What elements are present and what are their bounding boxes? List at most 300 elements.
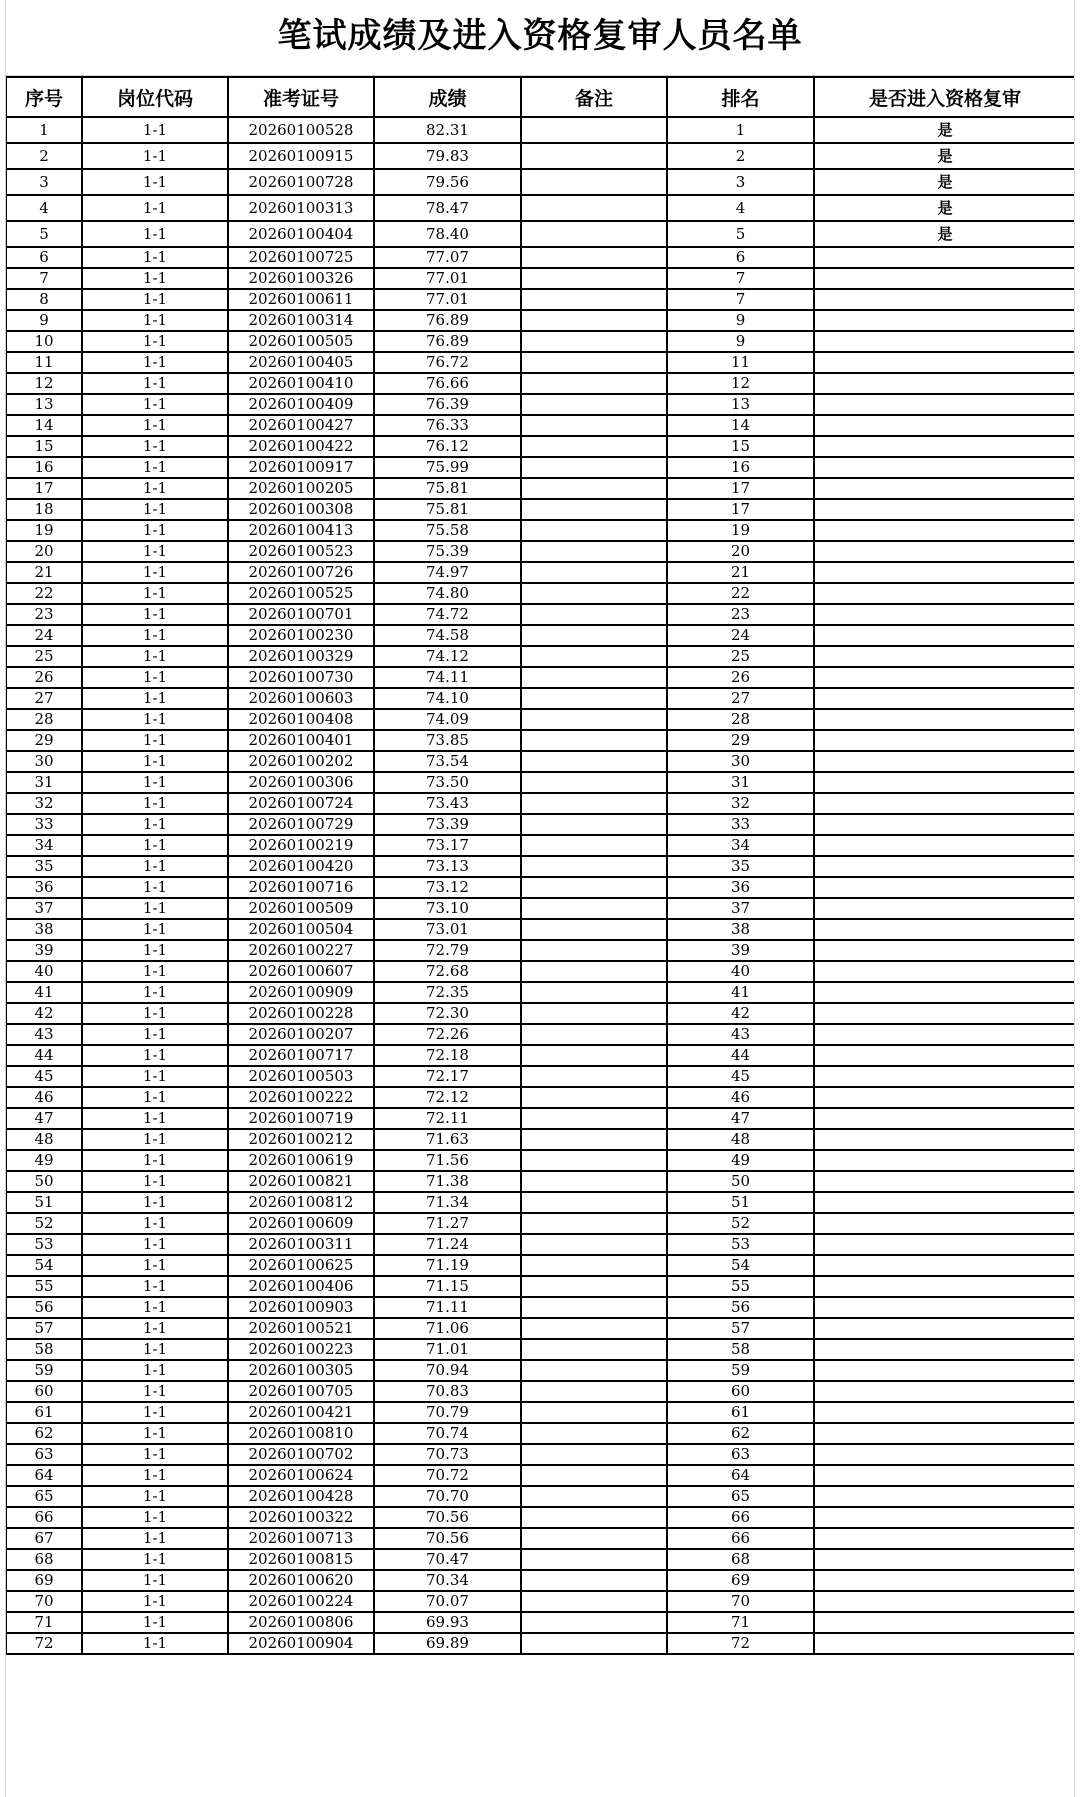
cell-ticket-number: 20260100405 xyxy=(228,352,374,373)
cell-review-status xyxy=(814,793,1075,814)
cell-rank: 9 xyxy=(667,331,814,352)
cell-review-status xyxy=(814,1276,1075,1297)
cell-score: 70.79 xyxy=(374,1402,521,1423)
cell-post-code: 1-1 xyxy=(82,499,228,520)
cell-review-status xyxy=(814,1318,1075,1339)
cell-score: 74.11 xyxy=(374,667,521,688)
cell-score: 73.85 xyxy=(374,730,521,751)
cell-rank: 13 xyxy=(667,394,814,415)
cell-score: 75.39 xyxy=(374,541,521,562)
table-row xyxy=(6,814,1075,835)
cell-post-code: 1-1 xyxy=(82,1444,228,1465)
cell-score: 75.99 xyxy=(374,457,521,478)
cell-score: 76.39 xyxy=(374,394,521,415)
cell-ticket-number: 20260100525 xyxy=(228,583,374,604)
cell-remarks xyxy=(521,1192,667,1213)
cell-remarks xyxy=(521,289,667,310)
cell-review-status xyxy=(814,646,1075,667)
cell-score: 70.94 xyxy=(374,1360,521,1381)
cell-review-status xyxy=(814,919,1075,940)
cell-review-status xyxy=(814,478,1075,499)
cell-remarks xyxy=(521,1297,667,1318)
cell-post-code: 1-1 xyxy=(82,562,228,583)
cell-score: 82.31 xyxy=(374,117,521,143)
cell-ticket-number: 20260100909 xyxy=(228,982,374,1003)
cell-remarks xyxy=(521,436,667,457)
cell-score: 71.56 xyxy=(374,1150,521,1171)
cell-ticket-number: 20260100329 xyxy=(228,646,374,667)
cell-rank: 57 xyxy=(667,1318,814,1339)
cell-seq: 31 xyxy=(6,772,82,793)
cell-score: 74.12 xyxy=(374,646,521,667)
cell-rank: 25 xyxy=(667,646,814,667)
table-row xyxy=(6,373,1075,394)
table-row xyxy=(6,331,1075,352)
cell-rank: 15 xyxy=(667,436,814,457)
cell-seq: 7 xyxy=(6,268,82,289)
cell-post-code: 1-1 xyxy=(82,1255,228,1276)
table-row xyxy=(6,1549,1075,1570)
cell-rank: 30 xyxy=(667,751,814,772)
cell-post-code: 1-1 xyxy=(82,1150,228,1171)
cell-ticket-number: 20260100504 xyxy=(228,919,374,940)
cell-ticket-number: 20260100427 xyxy=(228,415,374,436)
cell-post-code: 1-1 xyxy=(82,268,228,289)
cell-score: 76.89 xyxy=(374,310,521,331)
cell-ticket-number: 20260100311 xyxy=(228,1234,374,1255)
table-row xyxy=(6,289,1075,310)
cell-rank: 44 xyxy=(667,1045,814,1066)
cell-ticket-number: 20260100730 xyxy=(228,667,374,688)
cell-review-status xyxy=(814,1129,1075,1150)
table-row xyxy=(6,1045,1075,1066)
score-table xyxy=(5,76,1075,1655)
cell-post-code: 1-1 xyxy=(82,1276,228,1297)
cell-score: 70.74 xyxy=(374,1423,521,1444)
cell-remarks xyxy=(521,1465,667,1486)
cell-score: 77.01 xyxy=(374,289,521,310)
cell-remarks xyxy=(521,856,667,877)
cell-review-status xyxy=(814,352,1075,373)
cell-ticket-number: 20260100306 xyxy=(228,772,374,793)
cell-review-status: 是 xyxy=(814,143,1075,169)
table-row xyxy=(6,1024,1075,1045)
cell-score: 77.07 xyxy=(374,247,521,268)
table-row xyxy=(6,1507,1075,1528)
cell-rank: 60 xyxy=(667,1381,814,1402)
cell-review-status xyxy=(814,1024,1075,1045)
cell-ticket-number: 20260100219 xyxy=(228,835,374,856)
cell-rank: 69 xyxy=(667,1570,814,1591)
cell-seq: 59 xyxy=(6,1360,82,1381)
cell-rank: 32 xyxy=(667,793,814,814)
cell-seq: 42 xyxy=(6,1003,82,1024)
table-row xyxy=(6,169,1075,195)
table-row xyxy=(6,1318,1075,1339)
cell-post-code: 1-1 xyxy=(82,1192,228,1213)
cell-post-code: 1-1 xyxy=(82,982,228,1003)
cell-ticket-number: 20260100409 xyxy=(228,394,374,415)
table-row xyxy=(6,310,1075,331)
table-row xyxy=(6,1486,1075,1507)
cell-remarks xyxy=(521,814,667,835)
cell-remarks xyxy=(521,1486,667,1507)
cell-seq: 67 xyxy=(6,1528,82,1549)
cell-post-code: 1-1 xyxy=(82,583,228,604)
cell-score: 73.01 xyxy=(374,919,521,940)
table-row xyxy=(6,961,1075,982)
cell-post-code: 1-1 xyxy=(82,289,228,310)
cell-seq: 3 xyxy=(6,169,82,195)
cell-remarks xyxy=(521,1339,667,1360)
cell-remarks xyxy=(521,772,667,793)
cell-rank: 62 xyxy=(667,1423,814,1444)
cell-remarks xyxy=(521,373,667,394)
cell-review-status xyxy=(814,751,1075,772)
table-row xyxy=(6,1213,1075,1234)
cell-remarks xyxy=(521,1003,667,1024)
cell-seq: 57 xyxy=(6,1318,82,1339)
cell-seq: 48 xyxy=(6,1129,82,1150)
table-row xyxy=(6,221,1075,247)
cell-score: 78.40 xyxy=(374,221,521,247)
cell-remarks xyxy=(521,1381,667,1402)
cell-score: 73.43 xyxy=(374,793,521,814)
cell-remarks xyxy=(521,793,667,814)
table-row xyxy=(6,1612,1075,1633)
table-row xyxy=(6,1192,1075,1213)
cell-rank: 27 xyxy=(667,688,814,709)
cell-review-status: 是 xyxy=(814,117,1075,143)
table-row xyxy=(6,877,1075,898)
cell-post-code: 1-1 xyxy=(82,856,228,877)
cell-rank: 70 xyxy=(667,1591,814,1612)
cell-ticket-number: 20260100422 xyxy=(228,436,374,457)
cell-remarks xyxy=(521,352,667,373)
cell-post-code: 1-1 xyxy=(82,709,228,730)
cell-score: 72.17 xyxy=(374,1066,521,1087)
cell-remarks xyxy=(521,268,667,289)
cell-seq: 14 xyxy=(6,415,82,436)
cell-review-status xyxy=(814,1591,1075,1612)
cell-post-code: 1-1 xyxy=(82,1318,228,1339)
cell-rank: 24 xyxy=(667,625,814,646)
cell-seq: 72 xyxy=(6,1633,82,1654)
cell-remarks xyxy=(521,1318,667,1339)
cell-seq: 34 xyxy=(6,835,82,856)
cell-score: 79.83 xyxy=(374,143,521,169)
cell-rank: 2 xyxy=(667,143,814,169)
cell-post-code: 1-1 xyxy=(82,1423,228,1444)
cell-review-status: 是 xyxy=(814,221,1075,247)
cell-post-code: 1-1 xyxy=(82,247,228,268)
table-row xyxy=(6,1465,1075,1486)
cell-ticket-number: 20260100212 xyxy=(228,1129,374,1150)
cell-seq: 23 xyxy=(6,604,82,625)
cell-review-status xyxy=(814,562,1075,583)
table-row xyxy=(6,436,1075,457)
cell-rank: 21 xyxy=(667,562,814,583)
cell-seq: 62 xyxy=(6,1423,82,1444)
cell-seq: 64 xyxy=(6,1465,82,1486)
cell-rank: 12 xyxy=(667,373,814,394)
cell-remarks xyxy=(521,982,667,1003)
cell-seq: 27 xyxy=(6,688,82,709)
cell-review-status xyxy=(814,373,1075,394)
cell-score: 73.54 xyxy=(374,751,521,772)
cell-score: 70.83 xyxy=(374,1381,521,1402)
cell-seq: 25 xyxy=(6,646,82,667)
table-row xyxy=(6,1234,1075,1255)
cell-rank: 45 xyxy=(667,1066,814,1087)
cell-post-code: 1-1 xyxy=(82,940,228,961)
cell-remarks xyxy=(521,1402,667,1423)
cell-post-code: 1-1 xyxy=(82,898,228,919)
cell-ticket-number: 20260100815 xyxy=(228,1549,374,1570)
cell-post-code: 1-1 xyxy=(82,436,228,457)
cell-post-code: 1-1 xyxy=(82,1507,228,1528)
cell-ticket-number: 20260100413 xyxy=(228,520,374,541)
cell-score: 74.58 xyxy=(374,625,521,646)
cell-ticket-number: 20260100313 xyxy=(228,195,374,221)
cell-seq: 1 xyxy=(6,117,82,143)
cell-seq: 53 xyxy=(6,1234,82,1255)
cell-score: 76.66 xyxy=(374,373,521,394)
cell-seq: 63 xyxy=(6,1444,82,1465)
cell-score: 73.12 xyxy=(374,877,521,898)
cell-score: 71.11 xyxy=(374,1297,521,1318)
cell-post-code: 1-1 xyxy=(82,1171,228,1192)
cell-review-status xyxy=(814,961,1075,982)
cell-review-status xyxy=(814,1570,1075,1591)
cell-review-status xyxy=(814,1192,1075,1213)
cell-ticket-number: 20260100624 xyxy=(228,1465,374,1486)
cell-review-status xyxy=(814,772,1075,793)
table-row xyxy=(6,1150,1075,1171)
table-row xyxy=(6,1591,1075,1612)
cell-seq: 43 xyxy=(6,1024,82,1045)
cell-remarks xyxy=(521,667,667,688)
cell-post-code: 1-1 xyxy=(82,1234,228,1255)
cell-post-code: 1-1 xyxy=(82,221,228,247)
cell-score: 74.72 xyxy=(374,604,521,625)
cell-remarks xyxy=(521,310,667,331)
cell-rank: 42 xyxy=(667,1003,814,1024)
cell-ticket-number: 20260100410 xyxy=(228,373,374,394)
header-post-code: 岗位代码 xyxy=(82,77,228,117)
cell-remarks xyxy=(521,221,667,247)
cell-score: 78.47 xyxy=(374,195,521,221)
cell-remarks xyxy=(521,562,667,583)
cell-rank: 34 xyxy=(667,835,814,856)
table-row xyxy=(6,478,1075,499)
cell-ticket-number: 20260100812 xyxy=(228,1192,374,1213)
cell-remarks xyxy=(521,1423,667,1444)
cell-rank: 65 xyxy=(667,1486,814,1507)
cell-remarks xyxy=(521,1066,667,1087)
cell-rank: 23 xyxy=(667,604,814,625)
cell-rank: 46 xyxy=(667,1087,814,1108)
table-header-row xyxy=(6,77,1075,117)
cell-remarks xyxy=(521,1045,667,1066)
cell-seq: 50 xyxy=(6,1171,82,1192)
table-row xyxy=(6,667,1075,688)
cell-review-status xyxy=(814,1486,1075,1507)
cell-remarks xyxy=(521,331,667,352)
cell-ticket-number: 20260100724 xyxy=(228,793,374,814)
cell-post-code: 1-1 xyxy=(82,373,228,394)
table-row xyxy=(6,793,1075,814)
cell-review-status xyxy=(814,709,1075,730)
cell-review-status xyxy=(814,394,1075,415)
cell-seq: 6 xyxy=(6,247,82,268)
cell-rank: 31 xyxy=(667,772,814,793)
cell-seq: 54 xyxy=(6,1255,82,1276)
cell-rank: 53 xyxy=(667,1234,814,1255)
cell-remarks xyxy=(521,247,667,268)
cell-score: 72.30 xyxy=(374,1003,521,1024)
table-row xyxy=(6,195,1075,221)
cell-rank: 64 xyxy=(667,1465,814,1486)
cell-rank: 61 xyxy=(667,1402,814,1423)
table-row xyxy=(6,1381,1075,1402)
cell-ticket-number: 20260100224 xyxy=(228,1591,374,1612)
table-row xyxy=(6,457,1075,478)
cell-post-code: 1-1 xyxy=(82,1129,228,1150)
cell-remarks xyxy=(521,751,667,772)
cell-seq: 8 xyxy=(6,289,82,310)
cell-ticket-number: 20260100230 xyxy=(228,625,374,646)
cell-post-code: 1-1 xyxy=(82,1339,228,1360)
cell-seq: 12 xyxy=(6,373,82,394)
table-row xyxy=(6,1276,1075,1297)
cell-ticket-number: 20260100207 xyxy=(228,1024,374,1045)
cell-post-code: 1-1 xyxy=(82,751,228,772)
table-row xyxy=(6,898,1075,919)
cell-rank: 51 xyxy=(667,1192,814,1213)
cell-review-status: 是 xyxy=(814,195,1075,221)
cell-rank: 39 xyxy=(667,940,814,961)
cell-score: 72.79 xyxy=(374,940,521,961)
cell-review-status xyxy=(814,835,1075,856)
cell-remarks xyxy=(521,1129,667,1150)
cell-ticket-number: 20260100716 xyxy=(228,877,374,898)
cell-post-code: 1-1 xyxy=(82,415,228,436)
cell-review-status xyxy=(814,1423,1075,1444)
cell-rank: 43 xyxy=(667,1024,814,1045)
cell-score: 79.56 xyxy=(374,169,521,195)
cell-rank: 1 xyxy=(667,117,814,143)
table-row xyxy=(6,1255,1075,1276)
table-row xyxy=(6,1402,1075,1423)
cell-post-code: 1-1 xyxy=(82,1633,228,1654)
cell-rank: 20 xyxy=(667,541,814,562)
cell-rank: 22 xyxy=(667,583,814,604)
table-row xyxy=(6,1297,1075,1318)
cell-remarks xyxy=(521,604,667,625)
cell-rank: 63 xyxy=(667,1444,814,1465)
cell-seq: 2 xyxy=(6,143,82,169)
table-row xyxy=(6,940,1075,961)
cell-seq: 36 xyxy=(6,877,82,898)
cell-score: 76.12 xyxy=(374,436,521,457)
table-row xyxy=(6,688,1075,709)
cell-remarks xyxy=(521,709,667,730)
cell-seq: 71 xyxy=(6,1612,82,1633)
cell-seq: 17 xyxy=(6,478,82,499)
cell-remarks xyxy=(521,169,667,195)
cell-rank: 68 xyxy=(667,1549,814,1570)
cell-seq: 51 xyxy=(6,1192,82,1213)
cell-score: 70.70 xyxy=(374,1486,521,1507)
cell-rank: 36 xyxy=(667,877,814,898)
cell-remarks xyxy=(521,1360,667,1381)
cell-review-status xyxy=(814,1402,1075,1423)
cell-post-code: 1-1 xyxy=(82,1087,228,1108)
cell-remarks xyxy=(521,1150,667,1171)
cell-rank: 52 xyxy=(667,1213,814,1234)
cell-rank: 54 xyxy=(667,1255,814,1276)
cell-ticket-number: 20260100821 xyxy=(228,1171,374,1192)
cell-seq: 66 xyxy=(6,1507,82,1528)
cell-ticket-number: 20260100728 xyxy=(228,169,374,195)
cell-ticket-number: 20260100701 xyxy=(228,604,374,625)
cell-remarks xyxy=(521,688,667,709)
cell-remarks xyxy=(521,499,667,520)
cell-post-code: 1-1 xyxy=(82,1003,228,1024)
cell-post-code: 1-1 xyxy=(82,1213,228,1234)
cell-seq: 69 xyxy=(6,1570,82,1591)
cell-seq: 47 xyxy=(6,1108,82,1129)
cell-review-status xyxy=(814,247,1075,268)
cell-score: 72.26 xyxy=(374,1024,521,1045)
cell-review-status xyxy=(814,1549,1075,1570)
cell-remarks xyxy=(521,625,667,646)
cell-score: 73.13 xyxy=(374,856,521,877)
cell-review-status xyxy=(814,1108,1075,1129)
cell-review-status xyxy=(814,520,1075,541)
cell-ticket-number: 20260100406 xyxy=(228,1276,374,1297)
cell-score: 75.58 xyxy=(374,520,521,541)
cell-score: 75.81 xyxy=(374,478,521,499)
cell-seq: 37 xyxy=(6,898,82,919)
cell-seq: 46 xyxy=(6,1087,82,1108)
cell-score: 72.68 xyxy=(374,961,521,982)
cell-seq: 21 xyxy=(6,562,82,583)
cell-review-status xyxy=(814,1507,1075,1528)
cell-seq: 41 xyxy=(6,982,82,1003)
cell-seq: 52 xyxy=(6,1213,82,1234)
cell-ticket-number: 20260100401 xyxy=(228,730,374,751)
cell-ticket-number: 20260100521 xyxy=(228,1318,374,1339)
cell-seq: 60 xyxy=(6,1381,82,1402)
cell-post-code: 1-1 xyxy=(82,1360,228,1381)
cell-score: 69.89 xyxy=(374,1633,521,1654)
cell-remarks xyxy=(521,1591,667,1612)
cell-rank: 71 xyxy=(667,1612,814,1633)
cell-rank: 5 xyxy=(667,221,814,247)
cell-ticket-number: 20260100917 xyxy=(228,457,374,478)
cell-remarks xyxy=(521,1612,667,1633)
cell-seq: 26 xyxy=(6,667,82,688)
cell-remarks xyxy=(521,1570,667,1591)
cell-seq: 4 xyxy=(6,195,82,221)
cell-review-status xyxy=(814,289,1075,310)
cell-remarks xyxy=(521,1087,667,1108)
cell-review-status xyxy=(814,1339,1075,1360)
table-row xyxy=(6,625,1075,646)
cell-seq: 61 xyxy=(6,1402,82,1423)
